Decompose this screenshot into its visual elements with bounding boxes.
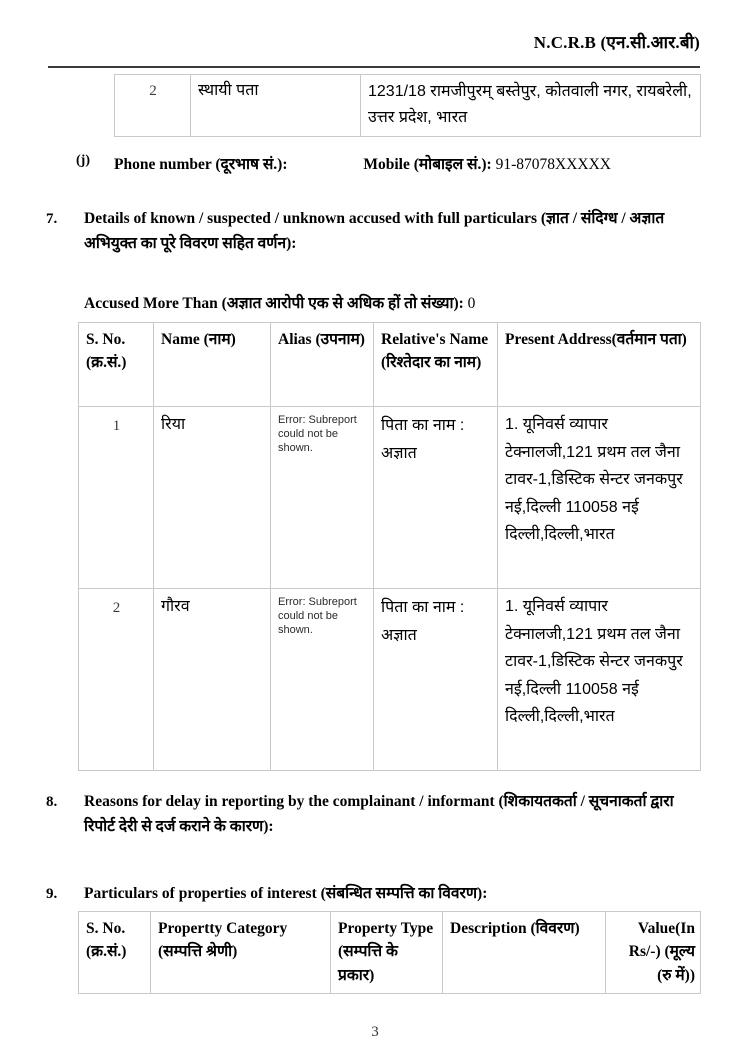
accused-alias-error: Error: Subreport could not be shown. [271, 407, 374, 589]
clause-j-marker: (j) [76, 153, 90, 168]
accused-present-address: 1. यूनिवर्स व्यापार टेक्नालजी,121 प्रथम तल जैना टावर-1,डिस्टिक सेन्टर जनकपुर नई,दिल्ली 110058 नई दिल्ली,दिल्ली,भारत [498, 589, 701, 771]
accused-relative-name: पिता का नाम : अज्ञात [374, 407, 498, 589]
table-row [79, 407, 701, 589]
col-header-value: Value(In Rs/-) (मूल्य (रु में)) [606, 912, 701, 994]
table-row [79, 589, 701, 771]
table-header-row [79, 912, 701, 994]
address-row-label: स्थायी पता [191, 75, 361, 137]
accused-sno: 2 [79, 589, 154, 771]
col-header-relative-name: Relative's Name (रिश्तेदार का नाम) [374, 323, 498, 407]
clause-8-delay-reasons [46, 789, 699, 839]
clause-8-text: Reasons for delay in reporting by the complainant / informant (शिकायतकर्ता / सूचनाकर्ता द्वारा रिपोर्ट देरी से दर्ज कराने के कारण): [84, 793, 674, 836]
clause-7-text: Details of known / suspected / unknown accused with full particulars (ज्ञात / संदिग्ध / अज्ञात अभियुक्त का पूरे विवरण सहित वर्णन): [84, 210, 665, 253]
col-header-name: Name (नाम) [154, 323, 271, 407]
accused-name: गौरव [154, 589, 271, 771]
header-divider [48, 66, 700, 68]
col-header-present-address: Present Address(वर्तमान पता) [498, 323, 701, 407]
col-header-description: Description (विवरण) [443, 912, 606, 994]
col-header-alias: Alias (उपनाम) [271, 323, 374, 407]
accused-more-than-row [84, 291, 475, 313]
accused-name: रिया [154, 407, 271, 589]
table-header-row [79, 323, 701, 407]
col-header-property-category: Propertty Category (सम्पत्ति श्रेणी) [151, 912, 331, 994]
accused-sno: 1 [79, 407, 154, 589]
address-row-value: 1231/18 रामजीपुरम् बस्तेपुर, कोतवाली नगर, रायबरेली, उत्तर प्रदेश, भारत [361, 75, 701, 137]
page-header-org: N.C.R.B (एन.सी.आर.बी) [533, 33, 700, 52]
mobile-group [363, 152, 611, 177]
col-header-property-type: Property Type (सम्पत्ति के प्रकार) [331, 912, 443, 994]
accused-relative-name: पिता का नाम : अज्ञात [374, 589, 498, 771]
permanent-address-table [114, 74, 701, 137]
clause-7-accused-details [46, 206, 694, 256]
mobile-label: Mobile (मोबाइल सं.): [363, 156, 492, 173]
table-row [115, 75, 701, 137]
col-header-sno: S. No. (क्र.सं.) [79, 323, 154, 407]
phone-number-label: Phone number (दूरभाष सं.): [114, 156, 288, 173]
accused-alias-error: Error: Subreport could not be shown. [271, 589, 374, 771]
accused-present-address: 1. यूनिवर्स व्यापार टेक्नालजी,121 प्रथम तल जैना टावर-1,डिस्टिक सेन्टर जनकपुर नई,दिल्ली 110058 नई दिल्ली,दिल्ली,भारत [498, 407, 701, 589]
accused-more-than-label: Accused More Than (अज्ञात आरोपी एक से अधिक हों तो संख्या): [84, 295, 464, 312]
page-number: 3 [371, 1024, 379, 1040]
col-header-sno: S. No. (क्र.सं.) [79, 912, 151, 994]
properties-of-interest-table [78, 911, 701, 994]
accused-more-than-value: 0 [467, 295, 476, 312]
clause-9-marker: 9. [46, 886, 58, 902]
clause-9-text: Particulars of properties of interest (संबन्धित सम्पत्ति का विवरण): [84, 885, 488, 902]
accused-details-table [78, 322, 701, 771]
clause-7-marker: 7. [46, 211, 58, 227]
address-row-sno: 2 [115, 75, 191, 137]
clause-j-phone-number [76, 152, 714, 177]
mobile-value: 91-87078XXXXX [495, 156, 611, 173]
clause-9-properties [46, 881, 699, 906]
clause-8-marker: 8. [46, 794, 58, 810]
